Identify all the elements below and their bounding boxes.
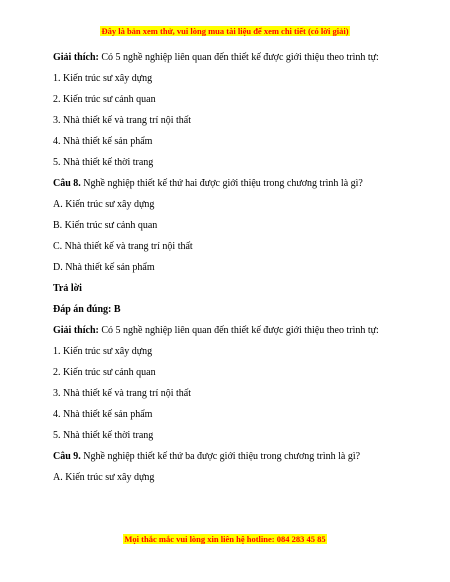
- list-item: 5. Nhà thiết kế thời trang: [53, 430, 154, 441]
- explanation-label: Giải thích:: [53, 325, 99, 336]
- preview-banner-text: Đây là bản xem thử, vui lòng mua tài liệu để xem chi tiết (có lời giải): [101, 26, 349, 36]
- list-item: 3. Nhà thiết kế và trang trí nội thất: [53, 388, 192, 399]
- option-b: B. Kiến trúc sư cảnh quan: [53, 220, 158, 231]
- hotline-banner-text: Mọi thắc mắc vui lòng xin liên hệ hotline: 084 283 45 85: [124, 534, 326, 544]
- question-8: [53, 177, 398, 190]
- list-item: 2. Kiến trúc sư cảnh quan: [53, 94, 156, 105]
- explanation-text: Có 5 nghề nghiệp liên quan đến thiết kế được giới thiệu theo trình tự:: [98, 325, 379, 336]
- answer-heading: Trả lời: [53, 283, 82, 294]
- list-item: 3. Nhà thiết kế và trang trí nội thất: [53, 115, 192, 126]
- document-body: [53, 51, 398, 492]
- explanation-label: Giải thích:: [53, 52, 99, 63]
- option-d: D. Nhà thiết kế sản phẩm: [53, 262, 155, 273]
- question-text: Nghề nghiệp thiết kế thứ hai được giới thiệu trong chương trình là gì?: [80, 178, 363, 189]
- question-9: [53, 450, 398, 463]
- option-a: A. Kiến trúc sư xây dựng: [53, 472, 155, 483]
- hotline-banner: [0, 534, 450, 545]
- question-label: Câu 9.: [53, 451, 81, 462]
- explanation-text: Có 5 nghề nghiệp liên quan đến thiết kế được giới thiệu theo trình tự:: [98, 52, 379, 63]
- list-item: 1. Kiến trúc sư xây dựng: [53, 346, 153, 357]
- explanation-2: [53, 324, 398, 337]
- question-label: Câu 8.: [53, 178, 81, 189]
- option-a: A. Kiến trúc sư xây dựng: [53, 199, 155, 210]
- list-item: 4. Nhà thiết kế sản phẩm: [53, 409, 153, 420]
- list-item: 1. Kiến trúc sư xây dựng: [53, 73, 153, 84]
- correct-answer: Đáp án đúng: B: [53, 304, 121, 315]
- preview-banner: [0, 26, 450, 37]
- explanation-1: [53, 51, 398, 64]
- list-item: 5. Nhà thiết kế thời trang: [53, 157, 154, 168]
- list-item: 4. Nhà thiết kế sản phẩm: [53, 136, 153, 147]
- option-c: C. Nhà thiết kế và trang trí nội thất: [53, 241, 193, 252]
- list-item: 2. Kiến trúc sư cảnh quan: [53, 367, 156, 378]
- question-text: Nghề nghiệp thiết kế thứ ba được giới thiệu trong chương trình là gì?: [80, 451, 361, 462]
